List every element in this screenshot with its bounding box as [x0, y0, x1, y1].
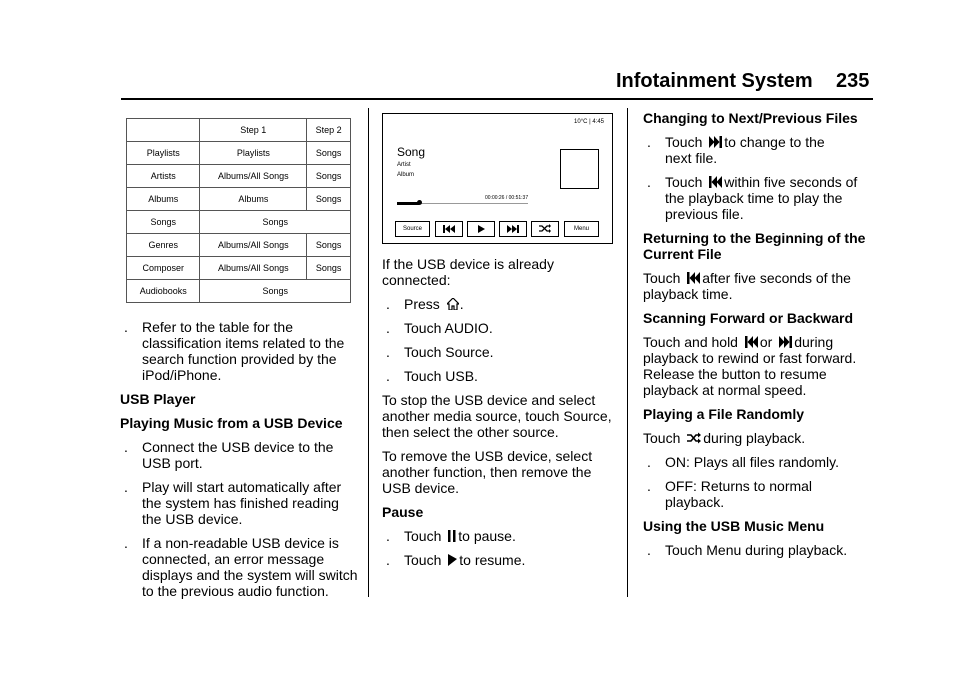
- touch-label: Touch: [665, 134, 703, 150]
- menu-button[interactable]: Menu: [564, 221, 599, 237]
- classification-table: [126, 118, 351, 303]
- column-2: [382, 256, 616, 576]
- paragraph: [643, 430, 875, 446]
- table-cell: Albums/All Songs: [200, 165, 307, 188]
- press-end: .: [459, 296, 464, 312]
- bullet-text: ON: Plays all files randomly.: [665, 454, 840, 470]
- column-3: [643, 110, 875, 566]
- table-header-cell: Step 1: [200, 119, 307, 142]
- bullet-text: Touch USB.: [404, 368, 478, 384]
- heading-scan: Scanning Forward or Backward: [643, 310, 854, 326]
- pause-icon: [448, 530, 456, 542]
- table-header-row: [127, 119, 351, 142]
- list-item: [382, 320, 616, 336]
- prev-track-button[interactable]: [435, 221, 463, 237]
- list-item: [120, 319, 360, 383]
- header-rule: [121, 98, 873, 100]
- progress-knob[interactable]: [417, 200, 422, 205]
- list-item: [382, 296, 616, 312]
- bullet: .: [386, 368, 390, 384]
- prev-text-2: the playback time to play the previous file.: [665, 190, 843, 222]
- list-item: [382, 528, 616, 544]
- heading-return: Returning to the Beginning of the Current File: [643, 230, 866, 262]
- scan-during: during: [794, 334, 834, 350]
- paragraph: To stop the USB device and select another media source, touch Source, then select the other source.: [382, 392, 612, 440]
- home-icon: [447, 298, 459, 310]
- table-cell: Composer: [127, 257, 200, 280]
- album-art: [560, 149, 599, 189]
- bullet-text: Refer to the table for the classification items related to the search function provided by the iPod/iPhone.: [142, 319, 345, 383]
- table-row: [127, 280, 351, 303]
- next-text: to change to the: [724, 134, 825, 150]
- list-item: [120, 479, 360, 527]
- heading-usb-menu: Using the USB Music Menu: [643, 518, 825, 534]
- bullet: .: [124, 479, 128, 495]
- touch-label: Touch: [643, 270, 681, 286]
- bullet: .: [386, 344, 390, 360]
- next-track-button[interactable]: [499, 221, 527, 237]
- table-header-cell: [127, 119, 200, 142]
- table-cell: Songs: [307, 142, 351, 165]
- table-row: [127, 188, 351, 211]
- paragraph: To remove the USB device, select another function, then remove the USB device.: [382, 448, 593, 496]
- heading-pause: Pause: [382, 504, 424, 520]
- table-cell: Audiobooks: [127, 280, 200, 303]
- bullet-text: Play will start automatically after the system has finished reading the USB device.: [142, 479, 342, 527]
- touch-label: Touch: [665, 174, 703, 190]
- status-readout: 10°C | 4:45: [574, 119, 604, 125]
- list-item: [643, 134, 875, 166]
- scan-or: or: [759, 334, 773, 350]
- column-1: [120, 112, 360, 607]
- table-cell: Songs: [307, 234, 351, 257]
- album-name: Album: [397, 172, 415, 178]
- bullet-text: Connect the USB device to the USB port.: [142, 439, 334, 471]
- resume-text: to resume.: [459, 552, 526, 568]
- table-cell: Playlists: [127, 142, 200, 165]
- bullet-text: Touch Menu during playback.: [665, 542, 848, 558]
- list-item: [643, 454, 875, 470]
- paragraph: [643, 270, 875, 302]
- paragraph: [643, 334, 875, 398]
- list-item: [643, 478, 875, 510]
- table-cell: Songs: [200, 280, 351, 303]
- bullet: .: [386, 320, 390, 336]
- table-cell: Artists: [127, 165, 200, 188]
- shuffle-icon: [687, 432, 701, 444]
- bullet: .: [124, 535, 128, 551]
- touch-label: Touch: [404, 528, 442, 544]
- table-cell: Songs: [307, 257, 351, 280]
- progress-fill: [397, 202, 419, 205]
- prev-track-icon: [709, 176, 722, 188]
- bullet: .: [386, 296, 390, 312]
- table-cell: Albums/All Songs: [200, 234, 307, 257]
- bullet: .: [124, 439, 128, 455]
- return-text-2: playback time.: [643, 286, 733, 302]
- column-divider: [368, 108, 369, 597]
- intro-text: If the USB device is already connected:: [382, 256, 554, 288]
- shuffle-button[interactable]: [531, 221, 559, 237]
- pause-text: to pause.: [458, 528, 516, 544]
- play-icon: [448, 554, 457, 566]
- table-cell: Albums/All Songs: [200, 257, 307, 280]
- scan-pre: Touch and hold: [643, 334, 738, 350]
- next-track-icon: [709, 136, 722, 148]
- playback-time: 00:00:26 / 00:51:37: [485, 195, 529, 201]
- table-row: [127, 165, 351, 188]
- bullet-text: Touch Source.: [404, 344, 494, 360]
- scan-rest: playback to rewind or fast forward. Release the button to resume playback at normal speed.: [643, 350, 857, 398]
- bullet: .: [124, 319, 128, 335]
- source-button[interactable]: Source: [395, 221, 430, 237]
- list-item: [120, 535, 360, 599]
- list-item: [382, 552, 616, 568]
- play-button[interactable]: [467, 221, 495, 237]
- table-row: [127, 257, 351, 280]
- table-cell: Playlists: [200, 142, 307, 165]
- touch-label: Touch: [404, 552, 442, 568]
- next-track-icon: [507, 225, 519, 233]
- column-divider: [627, 108, 628, 597]
- list-item: [643, 542, 875, 558]
- section-title: Infotainment System: [616, 70, 813, 92]
- prev-text: within five seconds of: [724, 174, 858, 190]
- artist-name: Artist: [397, 162, 411, 168]
- bullet: .: [647, 454, 651, 470]
- bullet: .: [647, 174, 651, 190]
- press-label: Press: [404, 296, 440, 312]
- heading-changing-files: Changing to Next/Previous Files: [643, 110, 858, 126]
- shuffle-icon: [539, 224, 551, 233]
- table-cell: Songs: [127, 211, 200, 234]
- table-cell: Songs: [307, 165, 351, 188]
- list-item: [382, 344, 616, 360]
- bullet: .: [647, 134, 651, 150]
- table-row: [127, 234, 351, 257]
- page-number: 235: [836, 70, 870, 92]
- prev-track-icon: [443, 225, 455, 233]
- table-row: [127, 211, 351, 234]
- table-cell: Songs: [200, 211, 351, 234]
- touch-label: Touch: [643, 430, 681, 446]
- next-track-icon: [779, 336, 792, 348]
- return-text: after five seconds of the: [702, 270, 851, 286]
- bullet-text: Touch AUDIO.: [404, 320, 493, 336]
- table-cell: Genres: [127, 234, 200, 257]
- bullet-text: If a non-readable USB device is connected, an error message displays and the system will switch to the previous audio function.: [142, 535, 358, 599]
- heading-playing-music: Playing Music from a USB Device: [120, 415, 343, 431]
- song-title: Song: [397, 145, 426, 159]
- bullet: .: [647, 542, 651, 558]
- table-cell: Albums: [127, 188, 200, 211]
- list-item: [382, 368, 616, 384]
- table-cell: Albums: [200, 188, 307, 211]
- play-icon: [477, 225, 485, 233]
- bullet: .: [647, 478, 651, 494]
- prev-track-icon: [745, 336, 758, 348]
- bullet: .: [386, 528, 390, 544]
- usb-player-screen-illustration: [382, 113, 613, 244]
- table-header-cell: Step 2: [307, 119, 351, 142]
- table-cell: Songs: [307, 188, 351, 211]
- bullet-text: OFF: Returns to normal playback.: [665, 478, 813, 510]
- table-row: [127, 142, 351, 165]
- prev-track-icon: [687, 272, 700, 284]
- list-item: [643, 174, 875, 222]
- heading-usb-player: USB Player: [120, 391, 196, 407]
- list-item: [120, 439, 360, 471]
- random-text: during playback.: [703, 430, 806, 446]
- heading-random: Playing a File Randomly: [643, 406, 805, 422]
- next-text-2: next file.: [665, 150, 718, 166]
- bullet: .: [386, 552, 390, 568]
